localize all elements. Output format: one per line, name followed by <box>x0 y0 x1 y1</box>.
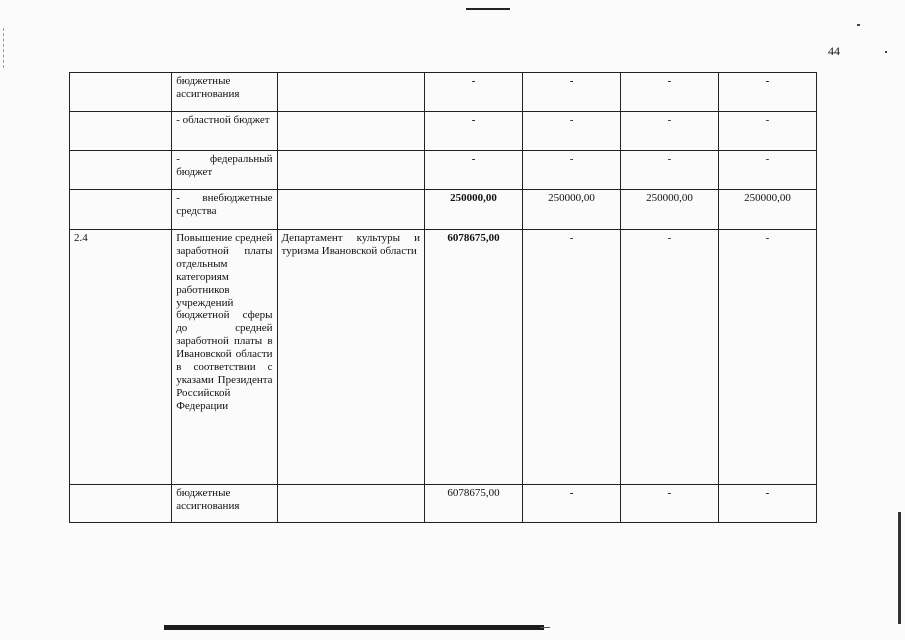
table-row <box>70 112 817 151</box>
row-name: бюджетные ассигнования <box>172 73 277 112</box>
scan-bottom-bar <box>164 625 544 630</box>
amount-cell: - <box>523 112 621 151</box>
amount-cell: - <box>621 73 719 112</box>
budget-table <box>69 72 817 523</box>
row-number <box>70 73 172 112</box>
amount-cell: - <box>719 485 817 523</box>
row-name: Повышение средней заработной платы отдельным категориям работников учреждений бюджетной сферы до средней заработной платы в Ивановской области в соответствии с указами Президента Российской Федерации <box>172 230 277 485</box>
amount-cell: - <box>621 112 719 151</box>
amount-cell: - <box>425 73 523 112</box>
scan-speck <box>857 24 860 26</box>
amount-cell: 250000,00 <box>621 190 719 230</box>
scan-speck <box>885 51 887 53</box>
row-number: 2.4 <box>70 230 172 485</box>
scan-bottom-line <box>540 627 550 628</box>
row-number <box>70 485 172 523</box>
amount-cell: 6078675,00 <box>425 230 523 485</box>
row-number <box>70 151 172 190</box>
page-number: 44 <box>828 44 840 58</box>
row-number <box>70 190 172 230</box>
amount-cell: - <box>719 230 817 485</box>
row-executor <box>277 151 425 190</box>
row-name: бюджетные ассигнования <box>172 485 277 523</box>
amount-cell: - <box>523 73 621 112</box>
amount-cell: - <box>719 151 817 190</box>
amount-cell: - <box>621 230 719 485</box>
amount-cell: - <box>523 151 621 190</box>
amount-cell: - <box>719 73 817 112</box>
amount-cell: 250000,00 <box>523 190 621 230</box>
amount-cell: 250000,00 <box>719 190 817 230</box>
row-executor <box>277 112 425 151</box>
header-rule <box>466 8 510 10</box>
row-executor <box>277 485 425 523</box>
amount-cell: - <box>621 151 719 190</box>
table-row <box>70 230 817 485</box>
row-executor <box>277 190 425 230</box>
table-row <box>70 485 817 523</box>
amount-cell: 250000,00 <box>425 190 523 230</box>
scan-edge-right <box>898 512 901 624</box>
row-name: - областной бюджет <box>172 112 277 151</box>
amount-cell: - <box>719 112 817 151</box>
scan-edge-left <box>3 28 5 68</box>
row-name: - федеральный бюджет <box>172 151 277 190</box>
row-number <box>70 112 172 151</box>
table-row <box>70 190 817 230</box>
amount-cell: 6078675,00 <box>425 485 523 523</box>
amount-cell: - <box>523 485 621 523</box>
amount-cell: - <box>425 112 523 151</box>
amount-cell: - <box>523 230 621 485</box>
row-executor <box>277 73 425 112</box>
amount-cell: - <box>425 151 523 190</box>
amount-cell: - <box>621 485 719 523</box>
row-executor: Департамент культуры и туризма Ивановской области <box>277 230 425 485</box>
table-row <box>70 73 817 112</box>
table-row <box>70 151 817 190</box>
row-name: - внебюджетные средства <box>172 190 277 230</box>
